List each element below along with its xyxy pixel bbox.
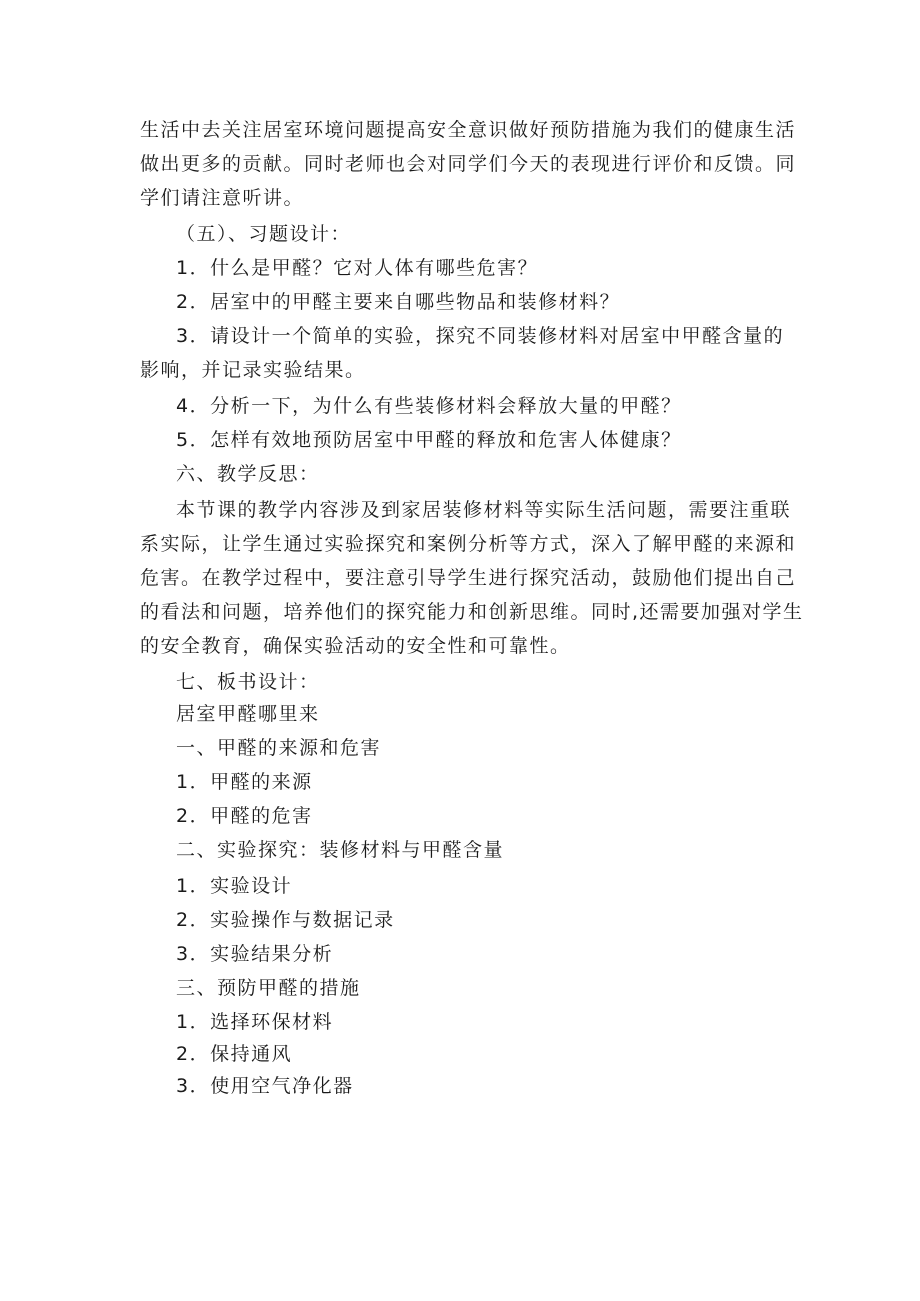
- board-section-3-item-2: 2．保持通风: [176, 1043, 293, 1065]
- exercise-q5: 5．怎样有效地预防居室中甲醛的释放和危害人体健康？: [176, 429, 682, 451]
- board-section-2-item-3: 3．实验结果分析: [176, 943, 334, 965]
- board-section-2-item-1: 1．实验设计: [176, 875, 293, 897]
- exercise-q3-line2: 影响，并记录实验结果。: [140, 359, 366, 381]
- intro-line-1: 生活中去关注居室环境问题提高安全意识做好预防措施为我们的健康生活: [140, 119, 797, 141]
- exercise-q3-line1: 3．请设计一个简单的实验，探究不同装修材料对居室中甲醛含量的: [176, 325, 785, 347]
- intro-line-2: 做出更多的贡献。同时老师也会对同学们今天的表现进行评价和反馈。同: [140, 153, 797, 175]
- board-section-1: 一、甲醛的来源和危害: [176, 737, 382, 759]
- reflection-line-5: 的安全教育，确保实验活动的安全性和可靠性。: [140, 635, 571, 657]
- reflection-heading: 六、教学反思：: [176, 463, 320, 485]
- board-section-1-item-2: 2．甲醛的危害: [176, 805, 313, 827]
- board-section-2-item-2: 2．实验操作与数据记录: [176, 909, 395, 931]
- board-title: 居室甲醛哪里来: [176, 703, 320, 725]
- board-section-2: 二、实验探究：装修材料与甲醛含量: [176, 839, 505, 861]
- board-section-3: 三、预防甲醛的措施: [176, 977, 361, 999]
- reflection-line-4: 的看法和问题，培养他们的探究能力和创新思维。同时,还需要加强对学生: [140, 601, 804, 623]
- reflection-line-3: 危害。在教学过程中，要注意引导学生进行探究活动，鼓励他们提出自己: [140, 567, 797, 589]
- exercise-q1: 1．什么是甲醛？它对人体有哪些危害？: [176, 257, 539, 279]
- reflection-line-2: 系实际，让学生通过实验探究和案例分析等方式，深入了解甲醛的来源和: [140, 533, 797, 555]
- exercise-heading: （五）、习题设计：: [176, 223, 352, 245]
- board-section-3-item-3: 3．使用空气净化器: [176, 1075, 354, 1097]
- intro-line-3: 学们请注意听讲。: [140, 187, 305, 209]
- board-section-3-item-1: 1．选择环保材料: [176, 1011, 334, 1033]
- exercise-q2: 2．居室中的甲醛主要来自哪些物品和装修材料？: [176, 291, 621, 313]
- board-heading: 七、板书设计：: [176, 671, 320, 693]
- board-section-1-item-1: 1．甲醛的来源: [176, 771, 313, 793]
- exercise-q4: 4．分析一下，为什么有些装修材料会释放大量的甲醛？: [176, 395, 682, 417]
- reflection-line-1: 本节课的教学内容涉及到家居装修材料等实际生活问题，需要注重联: [176, 499, 792, 521]
